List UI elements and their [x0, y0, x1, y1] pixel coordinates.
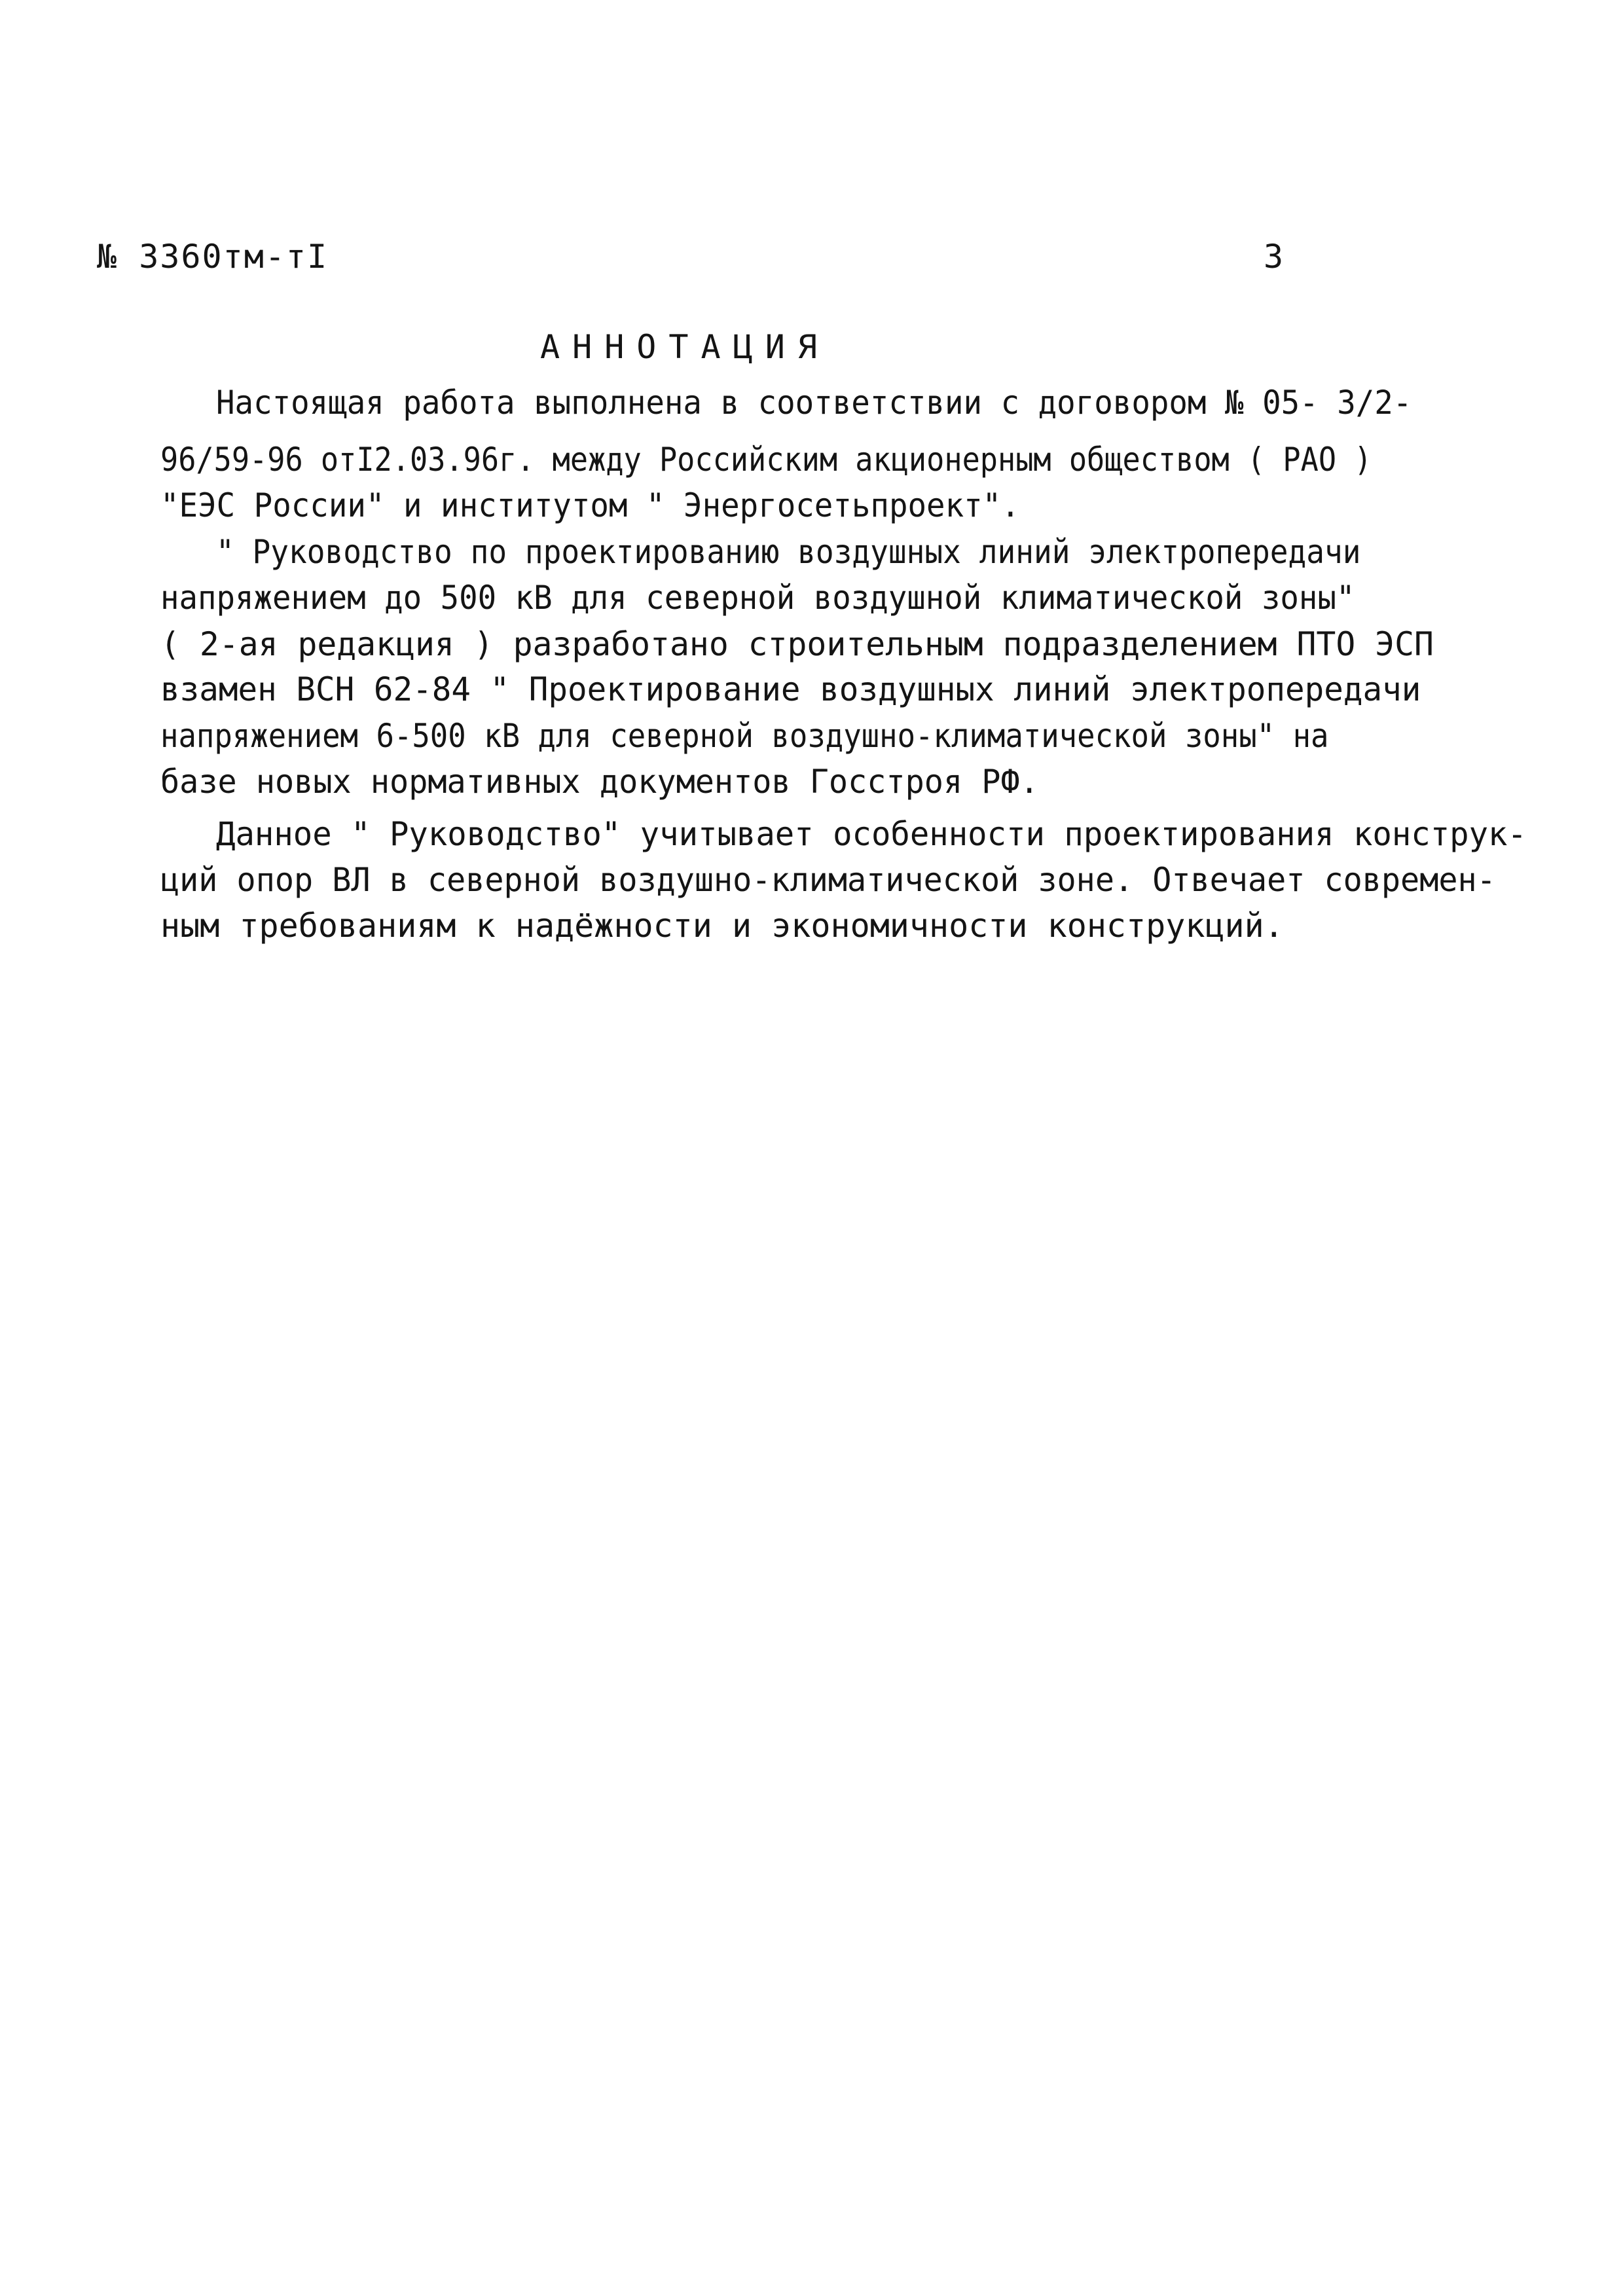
- page-number: 3: [1264, 238, 1284, 276]
- body-line: ций опор ВЛ в северной воздушно-климатической зоне. Отвечает современ-: [160, 861, 1496, 899]
- body-line: ( 2-ая редакция ) разработано строительным подразделением ПТО ЭСП: [160, 625, 1434, 663]
- body-line: напряжением 6-500 кВ для северной воздушно-климатической зоны" на: [160, 717, 1329, 755]
- body-line: 96/59-96 отI2.03.96г. между Российским акционерным обществом ( РАО ): [160, 441, 1372, 479]
- body-line: базе новых нормативных документов Госстроя РФ.: [160, 763, 1039, 801]
- body-line: ным требованиям к надёжности и экономичности конструкций.: [160, 907, 1284, 945]
- body-line: взамен ВСН 62-84 " Проектирование воздушных линий электропередачи: [160, 670, 1421, 708]
- document-number: № 3360тм-тI: [97, 238, 329, 276]
- body-line: "ЕЭС России" и институтом " Энергосетьпроект".: [160, 486, 1020, 524]
- section-title: АННОТАЦИЯ: [540, 328, 830, 366]
- body-line: " Руководство по проектированию воздушных линий электропередачи: [216, 533, 1361, 571]
- body-line: напряжением до 500 кВ для северной воздушной климатической зоны": [160, 579, 1355, 617]
- body-line: Данное " Руководство" учитывает особенности проектирования конструк-: [216, 815, 1527, 853]
- body-line: Настоящая работа выполнена в соответствии с договором № 05- 3/2-: [216, 384, 1412, 422]
